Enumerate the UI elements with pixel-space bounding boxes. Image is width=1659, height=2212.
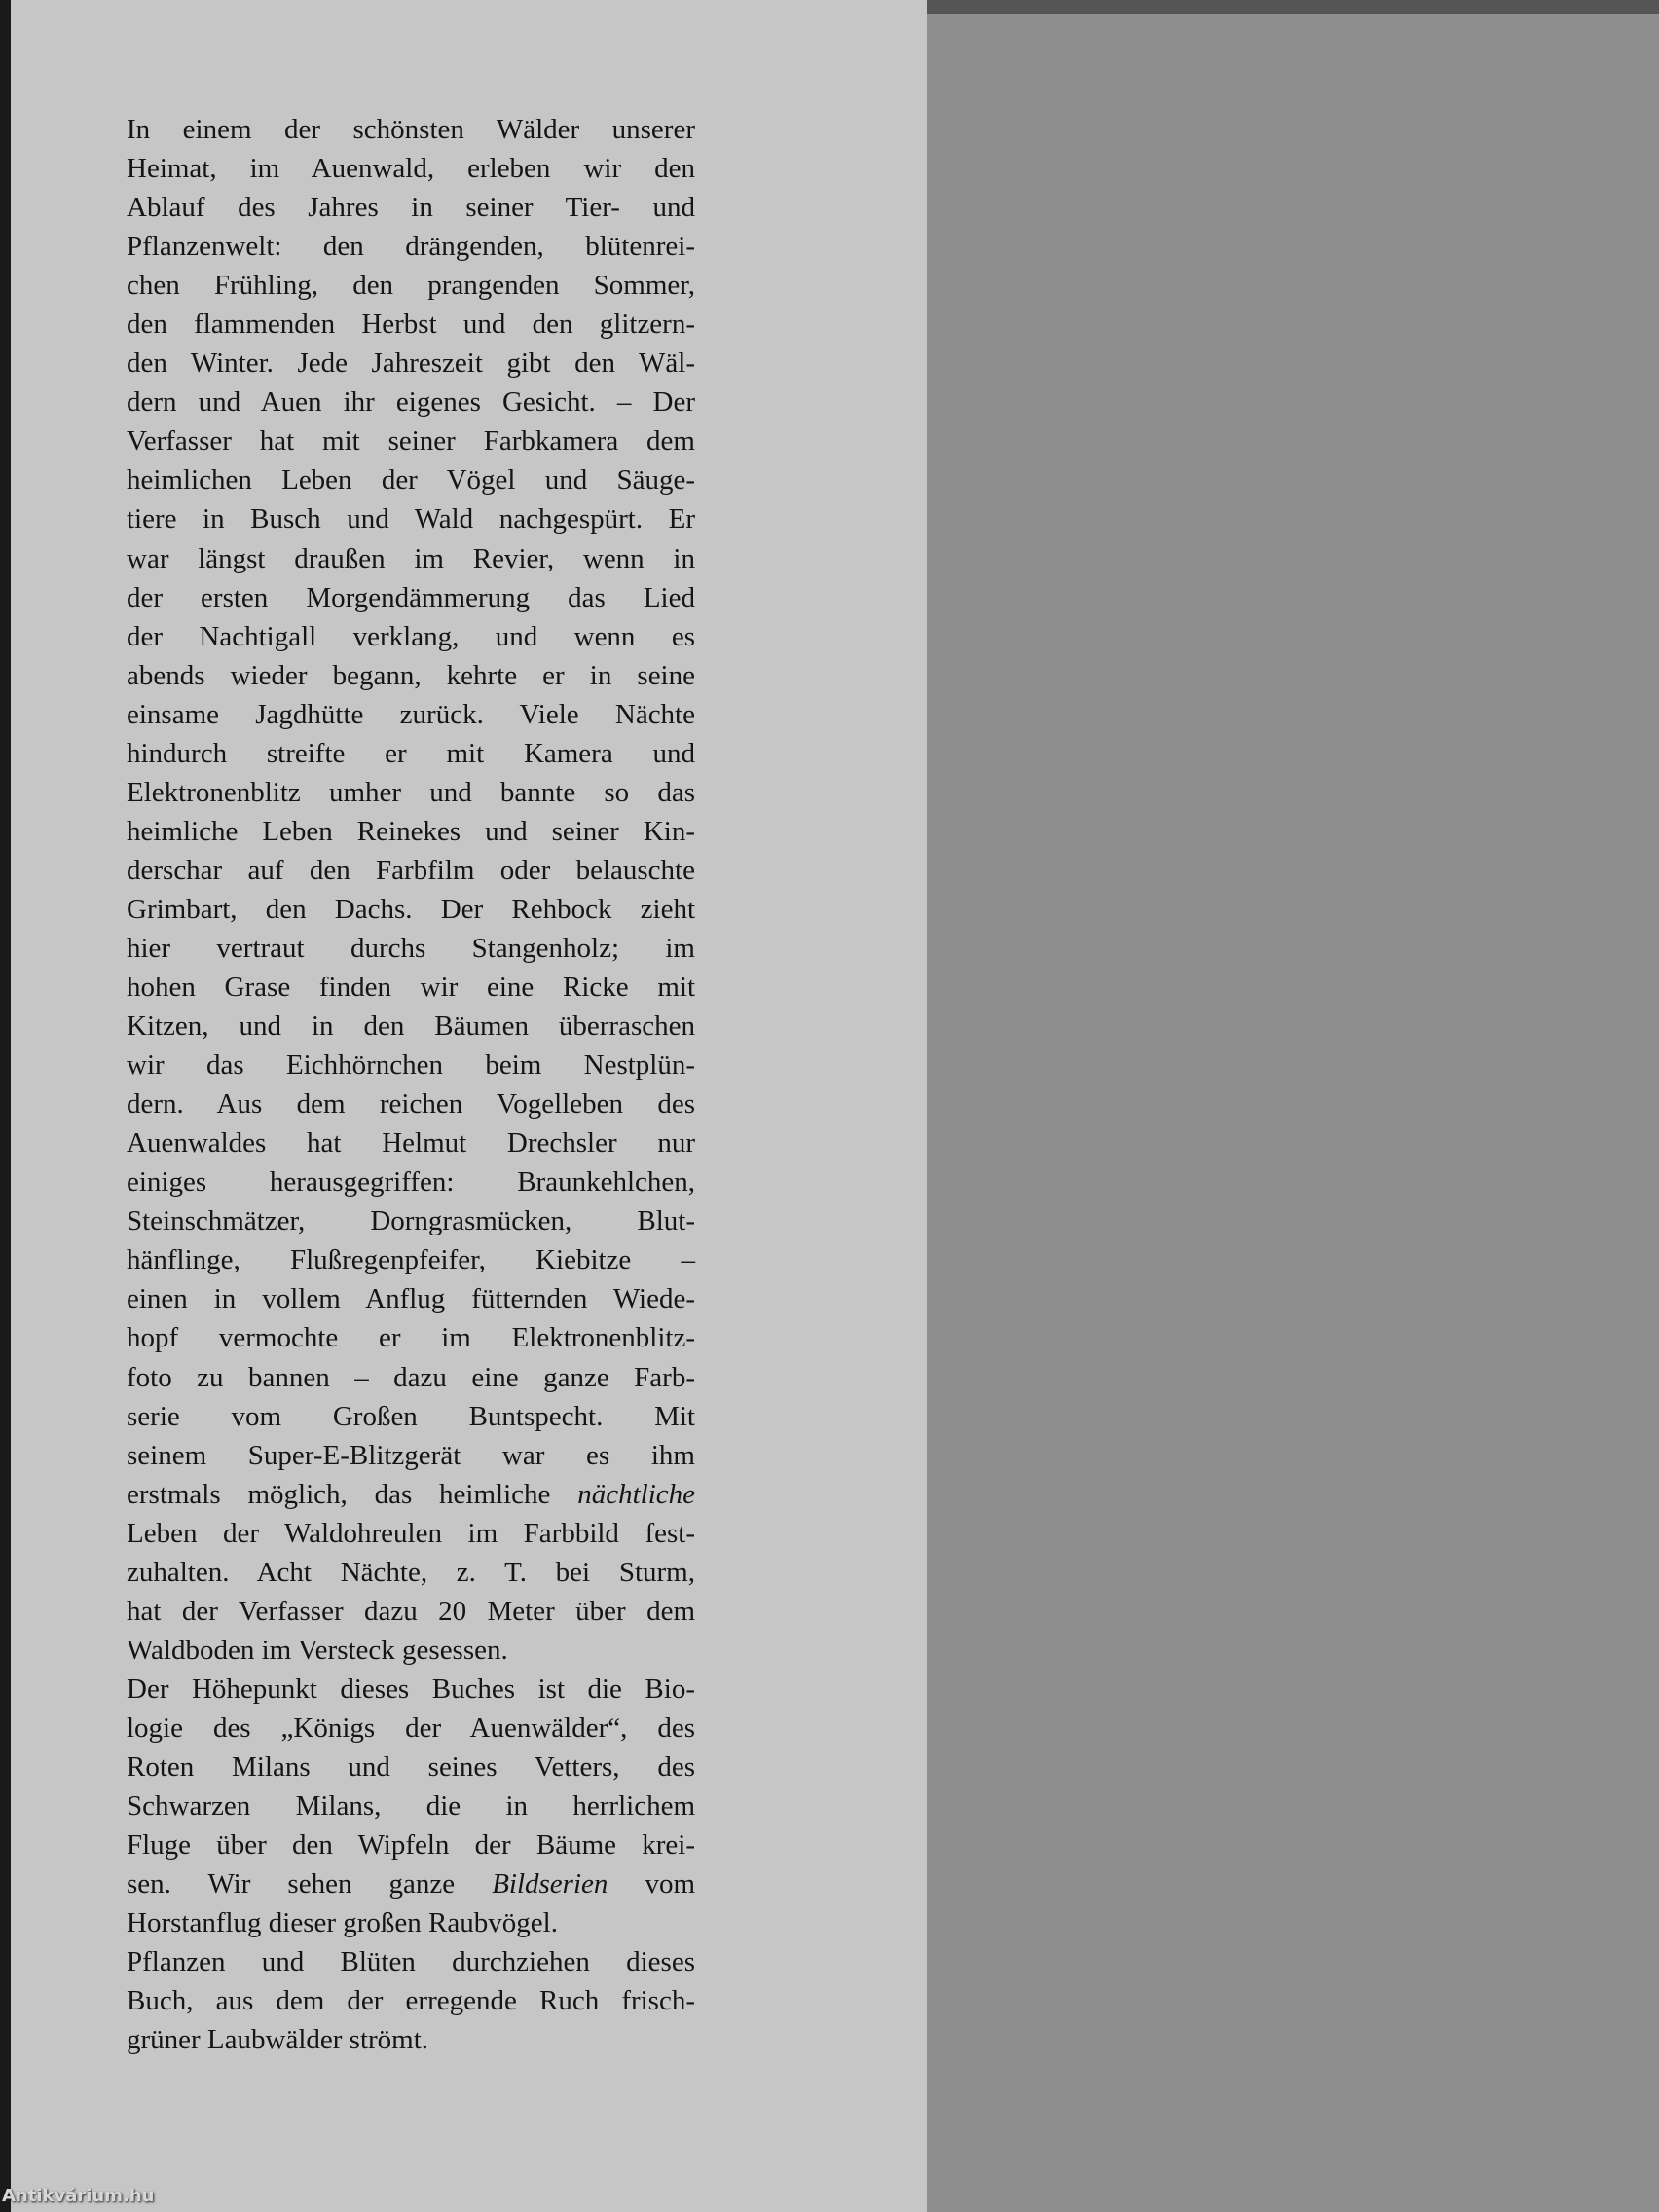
text-segment: hier vertraut durchs Stangenholz; im — [127, 932, 695, 964]
text-line — [127, 383, 695, 422]
text-segment: Horstanflug dieser großen Raubvögel. — [127, 1907, 558, 1939]
text-segment: hat der Verfasser dazu 20 Meter über dem — [127, 1595, 695, 1627]
text-segment: serie vom Großen Buntspecht. Mit — [127, 1400, 695, 1432]
text-line — [127, 578, 695, 617]
text-line — [127, 1631, 695, 1670]
text-line — [127, 149, 695, 188]
text-line — [127, 773, 695, 812]
text-line — [127, 1046, 695, 1085]
text-line — [127, 110, 695, 149]
text-line — [127, 1358, 695, 1397]
text-segment: foto zu bannen – dazu eine ganze Farb- — [127, 1361, 695, 1393]
text-line — [127, 1318, 695, 1357]
text-line — [127, 851, 695, 890]
text-line — [127, 1475, 695, 1514]
text-line — [127, 1085, 695, 1124]
text-segment: derschar auf den Farbfilm oder belauschte — [127, 854, 695, 886]
text-segment: den flammenden Herbst und den glitzern- — [127, 309, 695, 341]
text-segment: Schwarzen Milans, die in herrlichem — [127, 1790, 695, 1823]
text-segment: vom — [608, 1868, 696, 1900]
text-segment: war längst draußen im Revier, wenn in — [127, 542, 695, 574]
watermark: Antikvárium.hu — [2, 2186, 155, 2206]
text-line — [127, 1787, 695, 1825]
text-segment: Der Höhepunkt dieses Buches ist die Bio- — [127, 1673, 695, 1705]
text-line — [127, 1514, 695, 1553]
text-line — [127, 422, 695, 461]
text-segment: dern. Aus dem reichen Vogelleben des — [127, 1088, 695, 1121]
text-segment: logie des „Königs der Auenwälder“, des — [127, 1712, 695, 1744]
text-line — [127, 1553, 695, 1592]
background-top-band — [927, 0, 1659, 14]
text-segment: Buch, aus dem der erregende Ruch frisch- — [127, 1985, 695, 2017]
italic-text: nächtliche — [577, 1478, 695, 1510]
text-line — [127, 305, 695, 344]
text-segment: einen in vollem Anflug fütternden Wiede- — [127, 1283, 695, 1315]
text-segment: heimliche Leben Reinekes und seiner Kin- — [127, 815, 695, 847]
text-line — [127, 1709, 695, 1748]
text-segment: Roten Milans und seines Vetters, des — [127, 1751, 695, 1783]
text-line — [127, 1124, 695, 1162]
text-segment: Elektronenblitz umher und bannte so das — [127, 776, 695, 808]
text-segment: heimlichen Leben der Vögel und Säuge- — [127, 464, 695, 497]
text-line — [127, 188, 695, 227]
book-edge-shadow — [0, 0, 11, 2212]
text-segment: In einem der schönsten Wälder unserer — [127, 114, 695, 145]
text-line — [127, 1592, 695, 1631]
italic-text: Bildserien — [492, 1868, 608, 1900]
text-segment: hindurch streifte er mit Kamera und — [127, 737, 695, 769]
text-line — [127, 266, 695, 305]
text-line — [127, 1864, 695, 1903]
text-line — [127, 1007, 695, 1046]
text-line — [127, 617, 695, 656]
text-segment: hänflinge, Flußregenpfeifer, Kiebitze – — [127, 1244, 695, 1276]
text-line — [127, 1670, 695, 1709]
text-segment: Verfasser hat mit seiner Farbkamera dem — [127, 425, 695, 458]
text-line — [127, 227, 695, 266]
text-segment: chen Frühling, den prangenden Sommer, — [127, 270, 695, 302]
text-line — [127, 656, 695, 695]
text-line — [127, 968, 695, 1007]
text-line — [127, 929, 695, 968]
text-segment: der Nachtigall verklang, und wenn es — [127, 620, 695, 652]
text-segment: tiere in Busch und Wald nachgespürt. Er — [127, 503, 695, 535]
text-line — [127, 461, 695, 499]
text-segment: Grimbart, den Dachs. Der Rehbock zieht — [127, 893, 695, 925]
text-line — [127, 1397, 695, 1436]
text-segment: Kitzen, und in den Bäumen überraschen — [127, 1011, 695, 1043]
text-segment: Ablauf des Jahres in seiner Tier- und — [127, 192, 695, 224]
text-segment: dern und Auen ihr eigenes Gesicht. – Der — [127, 387, 695, 419]
text-line — [127, 1903, 695, 1942]
text-line — [127, 734, 695, 773]
body-text — [127, 110, 695, 2059]
text-segment: Waldboden im Versteck gesessen. — [127, 1634, 508, 1666]
text-line — [127, 1201, 695, 1240]
text-line — [127, 1279, 695, 1318]
text-segment: Auenwaldes hat Helmut Drechsler nur — [127, 1127, 695, 1160]
text-segment: einsame Jagdhütte zurück. Viele Nächte — [127, 698, 695, 730]
text-segment: sen. Wir sehen ganze — [127, 1868, 493, 1900]
text-line — [127, 1436, 695, 1475]
text-line — [127, 1981, 695, 2020]
text-line — [127, 1825, 695, 1864]
text-line — [127, 344, 695, 383]
text-line — [127, 812, 695, 851]
text-segment: erstmals möglich, das heimliche — [127, 1478, 578, 1510]
text-segment: seinem Super-E-Blitzgerät war es ihm — [127, 1439, 695, 1471]
text-segment: der ersten Morgendämmerung das Lied — [127, 581, 695, 613]
text-segment: Pflanzen und Blüten durchziehen dieses — [127, 1946, 695, 1978]
text-line — [127, 1942, 695, 1981]
text-segment: einiges herausgegriffen: Braunkehlchen, — [127, 1166, 695, 1198]
text-line — [127, 1240, 695, 1279]
text-segment: wir das Eichhörnchen beim Nestplün- — [127, 1050, 695, 1082]
text-segment: abends wieder begann, kehrte er in seine — [127, 659, 695, 691]
text-segment: Heimat, im Auenwald, erleben wir den — [127, 153, 695, 185]
text-segment: hohen Grase finden wir eine Ricke mit — [127, 972, 695, 1004]
text-line — [127, 890, 695, 929]
text-segment: Leben der Waldohreulen im Farbbild fest- — [127, 1517, 695, 1549]
text-line — [127, 1162, 695, 1201]
background-panel — [927, 0, 1659, 2212]
text-line — [127, 499, 695, 538]
text-segment: zuhalten. Acht Nächte, z. T. bei Sturm, — [127, 1556, 695, 1588]
text-segment: den Winter. Jede Jahreszeit gibt den Wäl- — [127, 348, 695, 380]
text-line — [127, 695, 695, 734]
text-segment: hopf vermochte er im Elektronenblitz- — [127, 1322, 695, 1354]
text-segment: grüner Laubwälder strömt. — [127, 2024, 429, 2056]
text-line — [127, 1748, 695, 1787]
text-segment: Fluge über den Wipfeln der Bäume krei- — [127, 1829, 695, 1862]
text-line — [127, 539, 695, 578]
text-segment: Steinschmätzer, Dorngrasmücken, Blut- — [127, 1205, 695, 1237]
text-segment: Pflanzenwelt: den drängenden, blütenrei- — [127, 231, 695, 263]
text-line — [127, 2020, 695, 2059]
